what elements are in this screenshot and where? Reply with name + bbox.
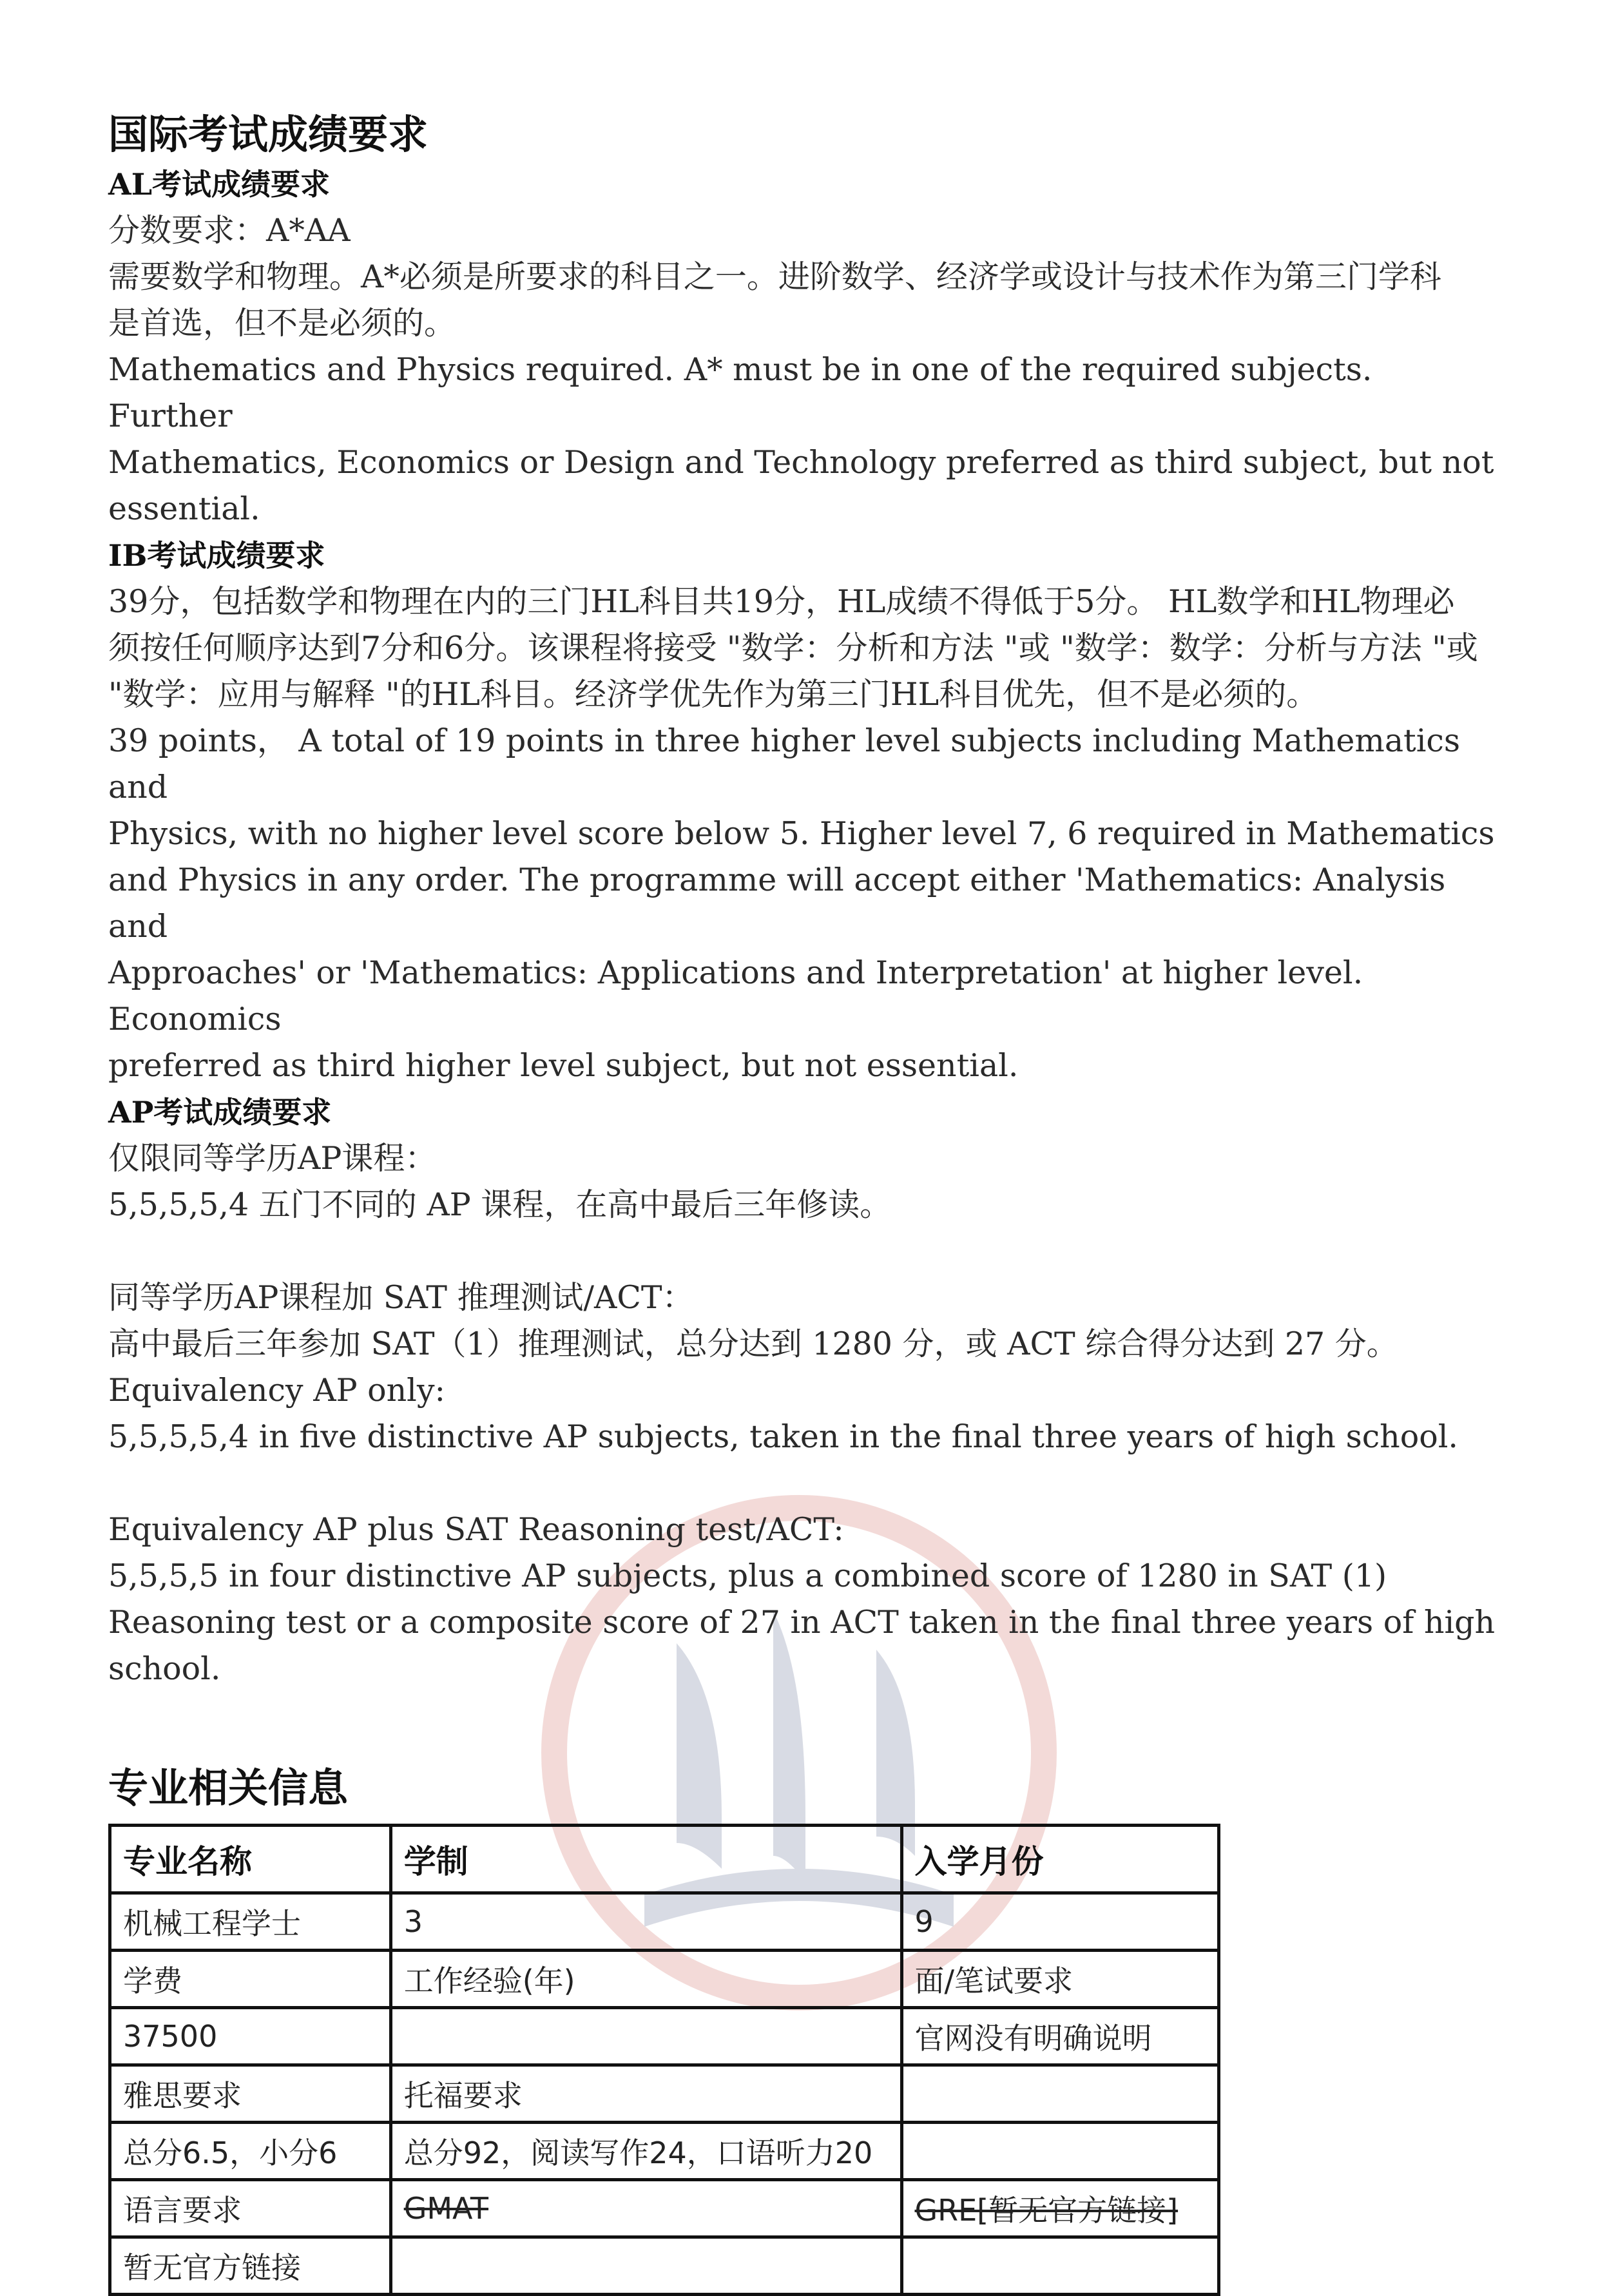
- al-en-text: Mathematics, Economics or Design and Technology preferred as third subject, but not: [108, 444, 1494, 481]
- ib-en-text: and Physics in any order. The programme will accept either 'Mathematics: Analysis and: [108, 862, 1446, 945]
- table-cell: 37500: [110, 2008, 391, 2065]
- ib-en-text: Physics, with no higher level score below 5. Higher level 7, 6 required in Mathematics: [108, 815, 1495, 852]
- table-cell: 语言要求: [110, 2180, 391, 2237]
- table-cell: 官网没有明确说明: [901, 2008, 1219, 2065]
- al-en-text: essential.: [108, 490, 260, 527]
- ib-heading: IB考试成绩要求: [108, 538, 325, 573]
- table-cell: 专业名称: [110, 1826, 391, 1893]
- table-cell: 工作经验(年): [390, 1951, 901, 2008]
- ib-zh-text: 须按任何顺序达到7分和6分。该课程将接受 "数学：分析和方法 "或 "数学：数学：分析与方法 "或: [108, 630, 1478, 666]
- ap-en-text: school.: [108, 1650, 221, 1687]
- gmat-strikethrough-text: GMAT: [403, 2191, 489, 2226]
- ib-en-text: 39 points， A total of 19 points in three higher level subjects including Mathematics and: [108, 722, 1461, 806]
- table-cell: 雅思要求: [110, 2065, 391, 2123]
- ib-en-text: preferred as third higher level subject, but not essential.: [108, 1047, 1019, 1084]
- ap-en-text: Reasoning test or a composite score of 27 in ACT taken in the final three years of high: [108, 1604, 1496, 1641]
- table-cell: 9: [901, 1893, 1219, 1951]
- ap-zh-text: 5,5,5,5,4 五门不同的 AP 课程，在高中最后三年修读。: [108, 1186, 892, 1223]
- table-cell: [901, 2237, 1219, 2295]
- table-row: [110, 2065, 1219, 2123]
- table-cell: 学费: [110, 1951, 391, 2008]
- table-cell: 总分92，阅读写作24，口语听力20: [390, 2123, 901, 2180]
- table-row: [110, 2123, 1219, 2180]
- al-heading: AL考试成绩要求: [108, 167, 331, 202]
- ib-zh-text: "数学：应用与解释 "的HL科目。经济学优先作为第三门HL科目优先，但不是必须的。: [108, 676, 1318, 713]
- table-cell: 面/笔试要求: [901, 1951, 1219, 2008]
- table-cell: 机械工程学士: [110, 1893, 391, 1951]
- program-section-title: 专业相关信息: [108, 1764, 349, 1811]
- table-row: [110, 2008, 1219, 2065]
- table-cell: [390, 2008, 901, 2065]
- table-cell: [390, 2180, 901, 2237]
- table-cell: 托福要求: [390, 2065, 901, 2123]
- table-row: [110, 1951, 1219, 2008]
- program-info-table: [108, 1824, 1220, 2296]
- table-cell: 3: [390, 1893, 901, 1951]
- gre-strikethrough-text: GRE[暂无官方链接]: [914, 2193, 1179, 2228]
- table-cell: [901, 2065, 1219, 2123]
- ap-zh-text: 仅限同等学历AP课程：: [108, 1140, 437, 1177]
- table-cell: 暂无官方链接: [110, 2237, 391, 2295]
- table-cell: [901, 2180, 1219, 2237]
- table-row: [110, 2180, 1219, 2237]
- ap-heading: AP考试成绩要求: [108, 1095, 332, 1130]
- ap-zh-text: 高中最后三年参加 SAT（1）推理测试，总分达到 1280 分，或 ACT 综合得分达到 27 分。: [108, 1326, 1398, 1362]
- ib-zh-text: 39分，包括数学和物理在内的三门HL科目共19分，HL成绩不得低于5分。 HL数学和HL物理必: [108, 583, 1455, 620]
- table-cell: 学制: [390, 1826, 901, 1893]
- table-row: [110, 1893, 1219, 1951]
- ap-en-text: Equivalency AP plus SAT Reasoning test/ACT:: [108, 1511, 844, 1548]
- table-header-row: [110, 1826, 1219, 1893]
- al-zh-text: 需要数学和物理。A*必须是所要求的科目之一。进阶数学、经济学或设计与技术作为第三门学科: [108, 258, 1441, 295]
- al-zh-text: 是首选，但不是必须的。: [108, 305, 456, 342]
- table-cell: 总分6.5，小分6: [110, 2123, 391, 2180]
- ib-en-text: Approaches' or 'Mathematics: Applications and Interpretation' at higher level. Economics: [108, 954, 1363, 1037]
- al-score: 分数要求：A*AA: [108, 212, 351, 249]
- table-cell: [390, 2237, 901, 2295]
- ap-en-text: 5,5,5,5,4 in five distinctive AP subjects, taken in the final three years of high school.: [108, 1418, 1458, 1455]
- al-en-text: Mathematics and Physics required. A* must be in one of the required subjects. Further: [108, 351, 1372, 434]
- table-row: [110, 2237, 1219, 2295]
- table-cell: [901, 2123, 1219, 2180]
- ap-zh-text: 同等学历AP课程加 SAT 推理测试/ACT：: [108, 1279, 694, 1316]
- ap-en-text: 5,5,5,5 in four distinctive AP subjects, plus a combined score of 1280 in SAT (1): [108, 1558, 1387, 1594]
- document-page: [108, 108, 1500, 2296]
- ap-en-text: Equivalency AP only:: [108, 1372, 446, 1409]
- table-cell: 入学月份: [901, 1826, 1219, 1893]
- exam-section-title: 国际考试成绩要求: [108, 111, 428, 158]
